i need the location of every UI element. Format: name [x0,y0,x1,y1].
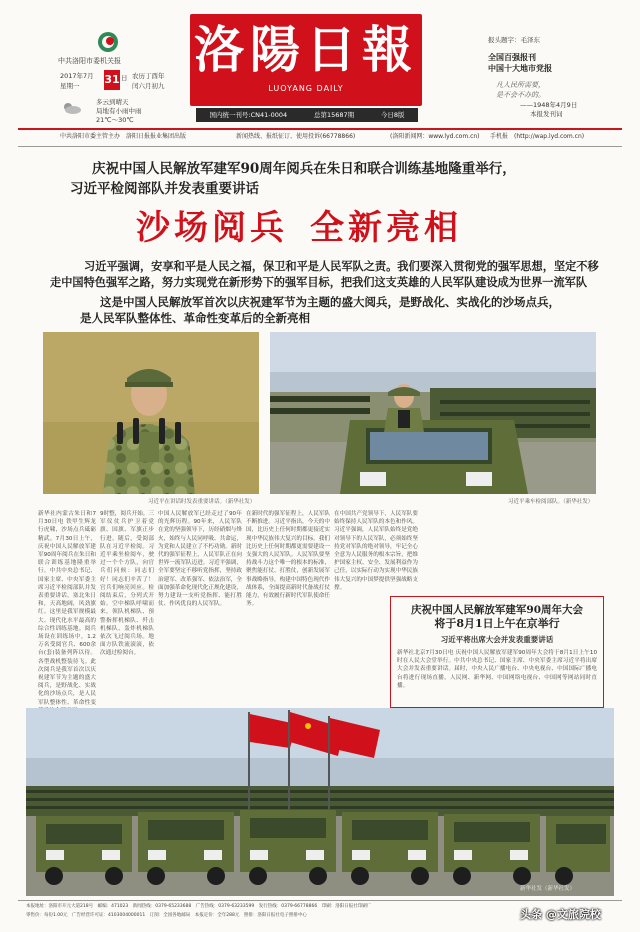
lead-line-2: 走中国特色强军之路，努力实现党在新形势下的强军目标，把我们这支英雄的人民军队建设成为世界一流军队 [50,275,588,289]
banner-hotline: 新闻热线、报纸征订、使用投诉(66778866) [236,133,356,140]
photo-leader-speech [43,332,259,494]
motto-author: ——1948年4月9日 [520,101,578,109]
photo-parade-formation [26,708,614,896]
kicker-line-1: 庆祝中国人民解放军建军90周年阅兵在朱日和联合训练基地隆重举行， [92,161,516,177]
bottom-photo-caption: 新华社发（新华社发） [520,886,576,892]
top-rule [18,128,622,130]
banner-bottom-rule [18,146,622,147]
motto-line-1: 凡人民所需要， [496,81,545,89]
footer-line-1: 本报地址：洛阳市开元大道218号 邮编：471023 新闻热线：0379-65233688 广告热线：0379-63233599 发行热线：0379-66778866 印刷：洛阳日报社印刷厂 [26,904,372,909]
date-year-month: 2017年7月 [60,72,94,80]
main-headline [136,206,462,250]
sidebar-title-1: 庆祝中国人民解放军建军90周年大会 [410,604,584,616]
banner-website: (洛阳新闻网：www.lyd.com.cn) [390,133,480,140]
masthead-english: LUOYANG DAILY [268,84,344,93]
motto-line-2: 是不会不办的。 [496,91,545,99]
kicker-line-2: 习近平检阅部队并发表重要讲话 [70,181,259,197]
sidebar-box [390,596,604,708]
date-day: 31 [104,70,120,90]
headline-part-1: 沙场阅兵 [136,208,288,248]
masthead [190,14,422,106]
footer-rule [18,900,622,901]
honor-1: 全国百强报刊 [488,53,536,62]
issue-cn-number: 国内统一刊号:CN41-0004 [209,111,288,119]
issue-serial: 总第15687期 [313,111,355,119]
weather-text-2: 局地有小雨中雨 [96,107,142,115]
weekday: 星期一 [60,82,80,90]
article-column-2: 9时整，阅兵开始。三军仪仗兵护卫着党旗、国旗、军旗正步行进。随后，受阅部队在习近平检阅。习近平乘坐检阅车，驶过一个个方队，向官兵们问候：同志们好！同志们辛苦了！官兵们响亮回应。检阅结束后，分列式开始。空中梯队呼啸而来，领队机梯队、预警指挥机梯队、歼击机梯队、轰炸机梯队依次飞过阅兵场。地面方队铁流滚滚，依次通过检阅台。 [100,511,154,657]
article-column-3: 中国人民解放军已经走过了90年的光辉历程。90年来，人民军队在党的坚强领导下，历经硝烟与烽火，始终与人民同呼吸、共命运，为党和人民建立了不朽功勋。新时代的强军征程上，人民军队正在向世界一流军队迈进。习近平强调，全军要坚定不移听党指挥，坚持政治建军、改革强军、依法治军，全面加强革命化现代化正规化建设，努力建设一支听党指挥、能打胜仗、作风优良的人民军队。 [158,511,242,608]
article-column-4: 在新时代的强军征程上，人民军队不断推进。习近平指出，今天的中国，比历史上任何时期都更接近实现中华民族伟大复兴的目标。我们比历史上任何时期都更需要建设一支强大的人民军队。人民军队要坚持战斗力这个唯一的根本的标准，聚焦能打仗、打胜仗，创新发展军事战略指导，构建中国特色现代作战体系，全面提高新时代备战打仗能力，有效履行新时代军队使命任务。 [246,511,330,608]
sidebar-body: 新华社北京7月30日电 庆祝中国人民解放军建军90周年大会将于8月1日上午10时在人民大会堂举行。中共中央总书记、国家主席、中央军委主席习近平将出席大会并发表重要讲话。届时，中央人民广播电台、中央电视台、中国国际广播电台将进行现场直播，人民网、新华网、中国网络电视台、中国网等网站同时直播。 [397,650,597,689]
weather-text-1: 多云到晴天 [96,98,129,106]
sidebar-subtitle: 习近平将出席大会并发表重要讲话 [440,635,554,644]
inscription-credit: 报头题字：毛泽东 [488,36,540,44]
article-column-1: 新华社内蒙古朱日和7月30日电 铁甲生辉龙行虎啸，沙场点兵砥砺精武。7月30日上午，庆祝中国人民解放军建军90周年阅兵在朱日和联合训练基地隆重举行。中共中央总书记、国家主席、中央军委主席习近平检阅部队并发表重要讲话。塞北朱日和，天高地阔，风劲旗红。这里是我军规模最大、现代化水平最高的综合性训练基地。阅兵场设在训练场中，1.2万名受阅官兵、600余台(套)装备列阵以待。各型战机整装待飞。此次阅兵是我军首次以庆祝建军节为主题的盛大阅兵，是野战化、实战化的沙场点兵，是人民军队整体性、革命性变 [38,511,96,706]
weather-temp: 21℃～30℃ [96,116,134,124]
weather-icon [60,100,82,119]
photo-inspection-vehicle [270,332,596,494]
date-day-unit: 日 [121,74,128,82]
watermark: 头条 @文旅院校 [520,908,601,921]
motto-note: 本报发刊词 [530,110,563,118]
party-logo [96,30,120,54]
party-org-label: 中共洛阳市委机关报 [58,57,121,65]
footer-line-2: 零售价：每份1.00元 广告经营许可证：4103004000011 订阅：全国各地邮局 本报定价：全年288元 照排：洛阳日报社电子照排中心 [26,913,307,918]
lunar-day: 闰六月初九 [132,82,165,90]
masthead-title: 洛陽日報 [194,20,418,79]
honor-2: 中国十大地市党报 [488,64,552,73]
lead-line-4: 是人民军队整体性、革命性变革后的全新亮相 [80,311,310,325]
lunar-year: 农历丁酉年 [132,72,165,80]
lead-line-3: 这是中国人民解放军首次以庆祝建军节为主题的盛大阅兵，是野战化、实战化的沙场点兵， [100,295,560,309]
photo-2-caption: 习近平乘车检阅部队。（新华社发） [508,499,594,505]
headline-part-2: 全新亮相 [310,208,462,248]
photo-1-caption: 习近平在讲话时发表重要讲话。（新华社发） [148,499,256,505]
banner-mobile: 手机报 (http://wap.lyd.com.cn) [490,133,585,140]
sidebar-title-2: 将于8月1日上午在京举行 [434,617,560,630]
lead-line-1: 习近平强调，安享和平是人民之福，保卫和平是人民军队之责。我们要深入贯彻党的强军思想，坚定不移 [84,259,599,273]
banner-publisher: 中共洛阳市委主管主办 洛阳日报报业集团出版 [60,133,187,140]
issue-info-bar [196,108,418,122]
page-count: 今日8版 [380,111,405,119]
article-column-5: 在中国共产党领导下，人民军队要始终保持人民军队的本色和作风。习近平强调，人民军队始终是党绝对领导下的人民军队，必须始终坚持党对军队的绝对领导，牢记全心全意为人民服务的根本宗旨，把维护国家主权、安全、发展利益作为己任，以实际行动为实现中华民族伟大复兴的中国梦提供坚强战略支撑。 [334,511,418,591]
